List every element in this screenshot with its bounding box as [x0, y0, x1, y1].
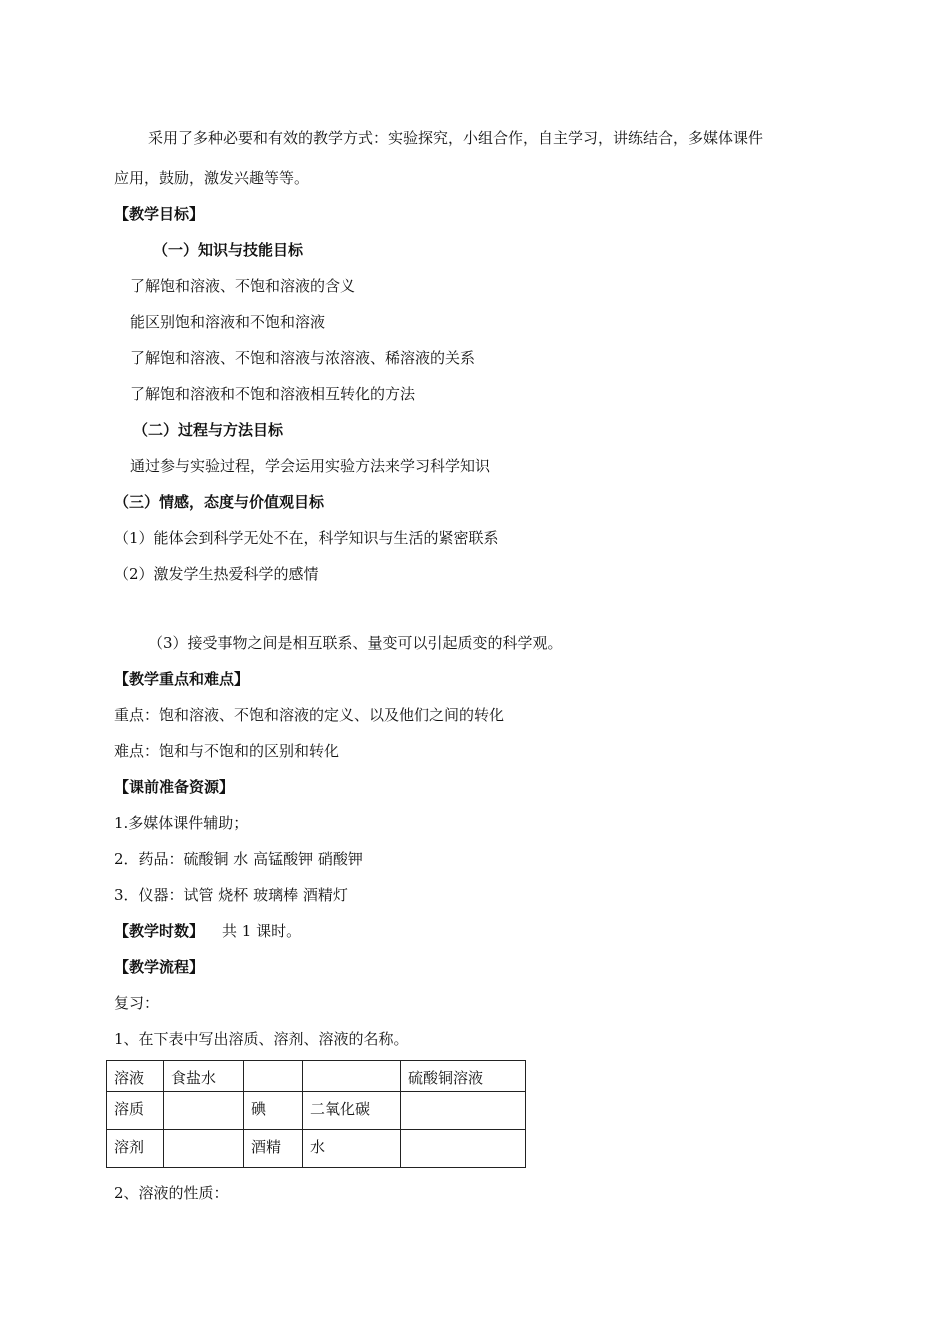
table-cell	[164, 1092, 244, 1130]
knowledge-item: 了解饱和溶液、不饱和溶液与浓溶液、稀溶液的关系	[130, 349, 476, 367]
review-label: 复习：	[114, 994, 160, 1012]
table-cell: 溶质	[107, 1092, 164, 1130]
solution-table	[106, 1060, 526, 1168]
table-row	[107, 1061, 526, 1092]
knowledge-item: 能区别饱和溶液和不饱和溶液	[130, 313, 326, 331]
difficulty-text: 难点：饱和与不饱和的区别和转化	[114, 742, 340, 760]
emotion-item: （3）接受事物之间是相互联系、量变可以引起质变的科学观。	[148, 634, 563, 652]
resource-item: 1.多媒体课件辅助；	[114, 814, 249, 832]
process-item: 通过参与实验过程，学会运用实验方法来学习科学知识	[130, 457, 491, 475]
table-cell: 溶液	[107, 1061, 164, 1092]
table-cell: 硫酸铜溶液	[401, 1061, 526, 1092]
objectives-heading: 【教学目标】	[114, 205, 205, 223]
table-cell	[244, 1061, 303, 1092]
knowledge-item: 了解饱和溶液和不饱和溶液相互转化的方法	[130, 385, 416, 403]
table-cell: 酒精	[244, 1130, 303, 1168]
focus-text: 重点：饱和溶液、不饱和溶液的定义、以及他们之间的转化	[114, 706, 505, 724]
hours-heading: 【教学时数】	[114, 922, 205, 940]
table-row	[107, 1130, 526, 1168]
table-cell: 溶剂	[107, 1130, 164, 1168]
table-cell	[401, 1092, 526, 1130]
emotion-item: （2）激发学生热爱科学的感情	[114, 565, 319, 583]
table-cell	[164, 1130, 244, 1168]
flow-heading: 【教学流程】	[114, 958, 205, 976]
hours-row	[114, 921, 301, 941]
table-cell	[401, 1130, 526, 1168]
table-cell: 二氧化碳	[303, 1092, 401, 1130]
key-points-heading: 【教学重点和难点】	[114, 670, 250, 688]
emotion-item: （1）能体会到科学无处不在，科学知识与生活的紧密联系	[114, 529, 499, 547]
intro-line-2: 应用，鼓励，激发兴趣等等。	[114, 169, 310, 187]
knowledge-item: 了解饱和溶液、不饱和溶液的含义	[130, 277, 356, 295]
intro-line-1: 采用了多种必要和有效的教学方式：实验探究，小组合作，自主学习，讲练结合，多媒体课件	[148, 129, 764, 147]
resource-item: 3．仪器：试管 烧杯 玻璃棒 酒精灯	[114, 886, 348, 904]
knowledge-title: （一）知识与技能目标	[153, 241, 304, 259]
hours-value: 共 1 课时。	[222, 922, 302, 940]
table-cell: 碘	[244, 1092, 303, 1130]
table-cell	[303, 1061, 401, 1092]
resources-heading: 【课前准备资源】	[114, 778, 235, 796]
emotion-title: （三）情感，态度与价值观目标	[114, 493, 325, 511]
process-title: （二）过程与方法目标	[133, 421, 284, 439]
question-1: 1、在下表中写出溶质、溶剂、溶液的名称。	[114, 1030, 409, 1048]
table-row	[107, 1092, 526, 1130]
table-cell: 水	[303, 1130, 401, 1168]
table-cell: 食盐水	[164, 1061, 244, 1092]
question-2: 2、溶液的性质：	[114, 1184, 229, 1202]
resource-item: 2．药品：硫酸铜 水 高锰酸钾 硝酸钾	[114, 850, 363, 868]
